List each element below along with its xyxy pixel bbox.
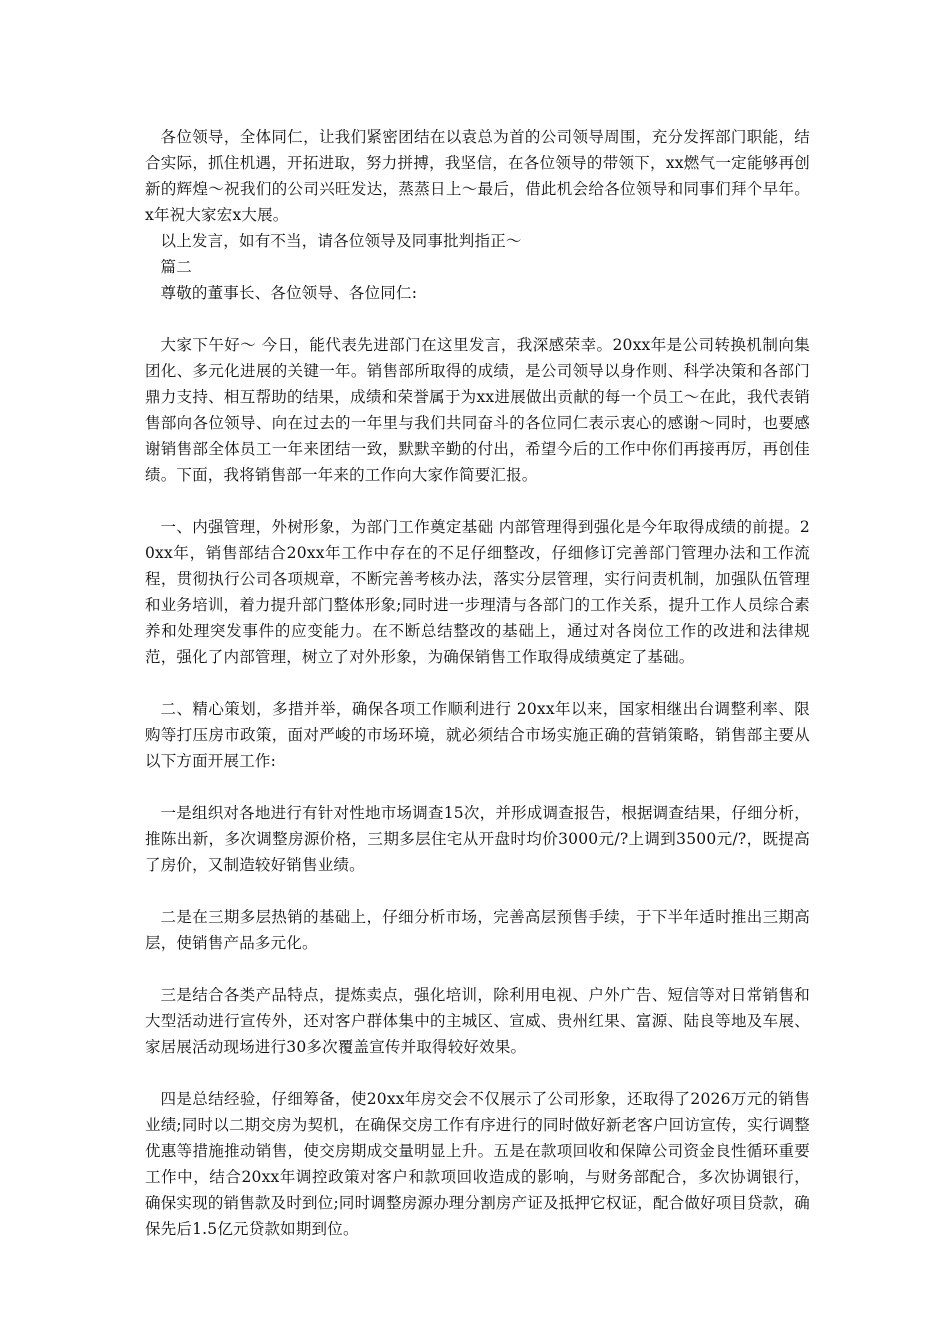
paragraph-planning: 二、精心策划，多措并举，确保各项工作顺利进行 20xx年以来，国家相继出台调整利率、限购等打压房市政策，面对严峻的市场环境，就必须结合市场实施正确的营销策略，销售部主要从以下方面开展工作:	[145, 700, 810, 770]
paragraph-spacer	[145, 670, 810, 696]
paragraph-item-one: 一是组织对各地进行有针对性地市场调查15次，并形成调查报告，根据调查结果，仔细分析，推陈出新，多次调整房源价格，三期多层住宅从开盘时均价3000元/?上调到3500元/?，既提高了房价，又制造较好销售业绩。	[145, 804, 810, 874]
paragraph-spacer	[145, 306, 810, 332]
section-heading-part-two: 篇二	[160, 258, 192, 276]
paragraph-item-two: 二是在三期多层热销的基础上，仔细分析市场，完善高层预售手续，于下半年适时推出三期高层，使销售产品多元化。	[145, 908, 810, 952]
paragraph-internal-management: 一、内强管理，外树形象，为部门工作奠定基础 内部管理得到强化是今年取得成绩的前提。20xx年，销售部结合20xx年工作中存在的不足仔细整改，仔细修订完善部门管理办法和工作流程，贯彻执行公司各项规章，不断完善考核办法，落实分层管理，实行问责机制，加强队伍管理和业务培训，着力提升部门整体形象;同时进一步理清与各部门的工作关系，提升工作人员综合素养和处理突发事件的应变能力。在不断总结整改的基础上，通过对各岗位工作的改进和法律规范，强化了内部管理，树立了对外形象，为确保销售工作取得成绩奠定了基础。	[145, 518, 810, 666]
salutation: 尊敬的董事长、各位领导、各位同仁:	[160, 284, 418, 302]
document-body	[145, 124, 810, 1242]
paragraph-closing-wishes: 各位领导，全体同仁，让我们紧密团结在以袁总为首的公司领导周围，充分发挥部门职能，结合实际，抓住机遇，开拓进取，努力拼搏，我坚信，在各位领导的带领下，xx燃气一定能够再创新的辉煌～祝我们的公司兴旺发达，蒸蒸日上～最后，借此机会给各位领导和同事们拜个早年。x年祝大家宏x大展。	[145, 128, 810, 224]
paragraph-item-three: 三是结合各类产品特点，提炼卖点，强化培训，除利用电视、户外广告、短信等对日常销售和大型活动进行宣传外，还对客户群体集中的主城区、宣威、贵州红果、富源、陆良等地及车展、家居展活动现场进行30多次覆盖宣传并取得较好效果。	[145, 986, 810, 1056]
paragraph-spacer	[145, 774, 810, 800]
paragraph-spacer	[145, 1060, 810, 1086]
paragraph-spacer	[145, 878, 810, 904]
paragraph-item-four: 四是总结经验，仔细筹备，使20xx年房交会不仅展示了公司形象，还取得了2026万元的销售业绩;同时以二期交房为契机，在确保交房工作有序进行的同时做好新老客户回访宣传，实行调整优惠等措施推动销售，使交房期成交量明显上升。五是在款项回收和保障公司资金良性循环重要工作中，结合20xx年调控政策对客户和款项回收造成的影响，与财务部配合，多次协调银行，确保实现的销售款及时到位;同时调整房源办理分割房产证及抵押它权证，配合做好项目贷款，确保先后1.5亿元贷款如期到位。	[145, 1090, 810, 1238]
paragraph-spacer	[145, 488, 810, 514]
paragraph-spacer	[145, 956, 810, 982]
paragraph-closing-remark: 以上发言，如有不当，请各位领导及同事批判指正～	[160, 232, 522, 250]
paragraph-opening: 大家下午好～ 今日，能代表先进部门在这里发言，我深感荣幸。20xx年是公司转换机制向集团化、多元化进展的关键一年。销售部所取得的成绩，是公司领导以身作则、科学决策和各部门鼎力支持、相互帮助的结果，成绩和荣誉属于为xx进展做出贡献的每一个员工～在此，我代表销售部向各位领导、向在过去的一年里与我们共同奋斗的各位同仁表示衷心的感谢～同时，也要感谢销售部全体员工一年来团结一致，默默辛勤的付出，希望今后的工作中你们再接再厉，再创佳绩。下面，我将销售部一年来的工作向大家作简要汇报。	[145, 336, 810, 484]
